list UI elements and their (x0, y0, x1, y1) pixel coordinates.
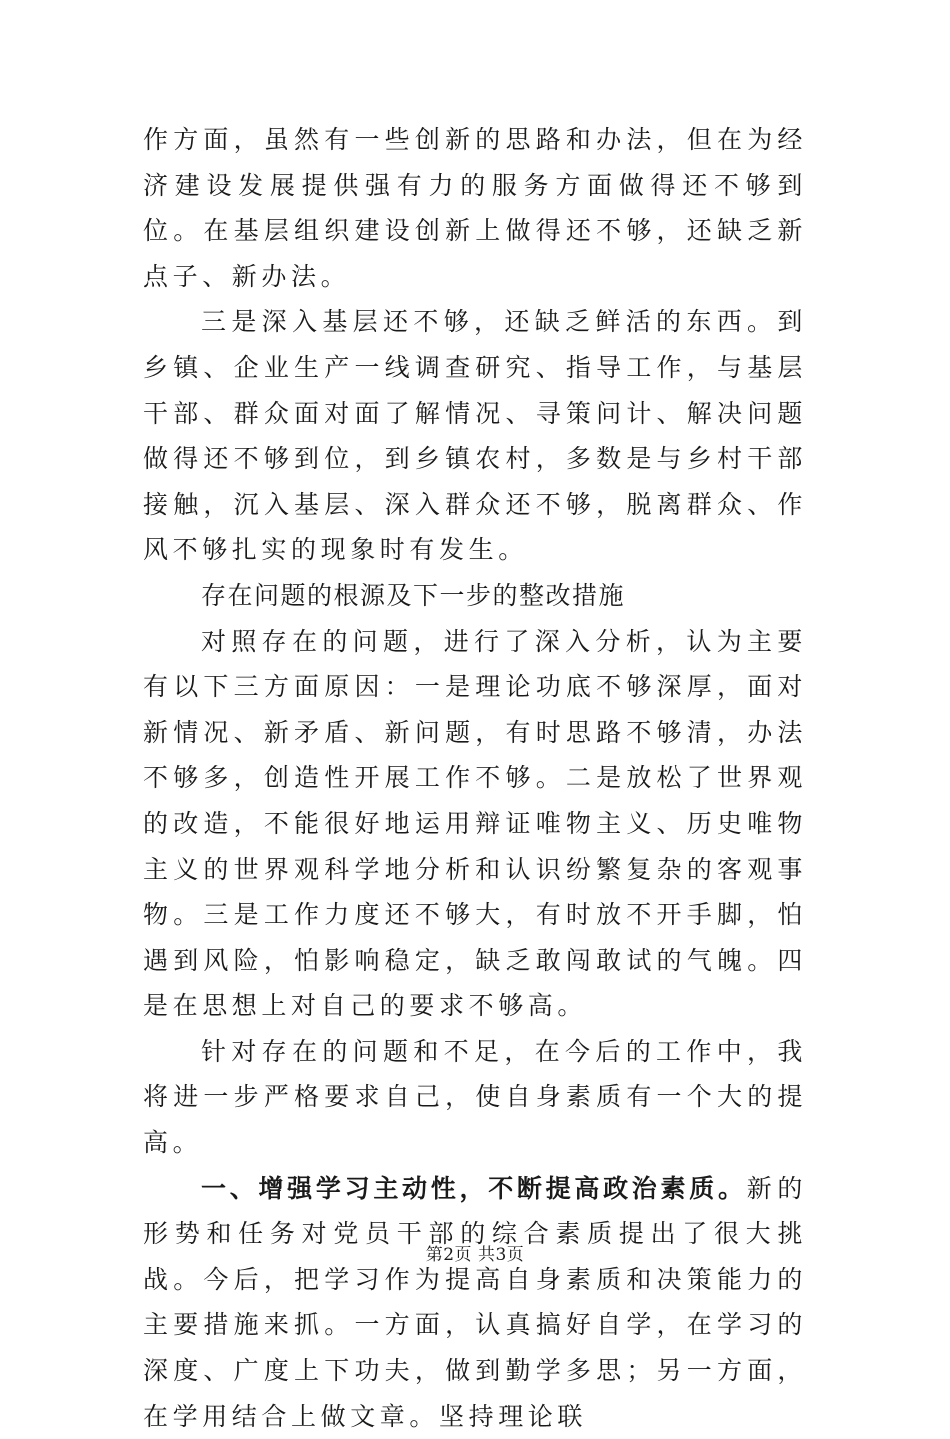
paragraph-analysis: 对照存在的问题，进行了深入分析，认为主要有以下三方面原因：一是理论功底不够深厚，面对新情况、新矛盾、新问题，有时思路不够清，办法不够多，创造性开展工作不够。二是放松了世界观的改造，不能很好地运用辩证唯物主义、历史唯物主义的世界观科学地分析和认识纷繁复杂的客观事物。三是工作力度还不够大，有时放不开手脚，怕遇到风险，怕影响稳定，缺乏敢闯敢试的气魄。四是在思想上对自己的要求不够高。 (143, 626, 807, 1021)
measure-one-title: 一、增强学习主动性，不断提高政治素质。 (201, 1173, 747, 1203)
paragraph-measure-one (143, 1166, 807, 1439)
section-heading: 存在问题的根源及下一步的整改措施 (201, 580, 626, 610)
paragraph-commitment: 针对存在的问题和不足，在今后的工作中，我将进一步严格要求自己，使自身素质有一个大的提高。 (143, 1036, 807, 1158)
paragraph-grassroots: 三是深入基层还不够，还缺乏鲜活的东西。到乡镇、企业生产一线调查研究、指导工作，与基层干部、群众面对面了解情况、寻策问计、解决问题做得还不够到位，到乡镇农村，多数是与乡村干部接触，沉入基层、深入群众还不够，脱离群众、作风不够扎实的现象时有发生。 (143, 307, 807, 565)
measure-one-text: 新的形势和任务对党员干部的综合素质提出了很大挑战。今后，把学习作为提高自身素质和决策能力的主要措施来抓。一方面，认真搞好自学，在学习的深度、广度上下功夫，做到勤学多思；另一方面，在学用结合上做文章。坚持理论联 (143, 1173, 808, 1431)
page-footer: 第2页 共3页 (425, 1245, 525, 1265)
paragraph-continuation: 作方面，虽然有一些创新的思路和办法，但在为经济建设发展提供强有力的服务方面做得还不够到位。在基层组织建设创新上做得还不够，还缺乏新点子、新办法。 (143, 125, 807, 291)
